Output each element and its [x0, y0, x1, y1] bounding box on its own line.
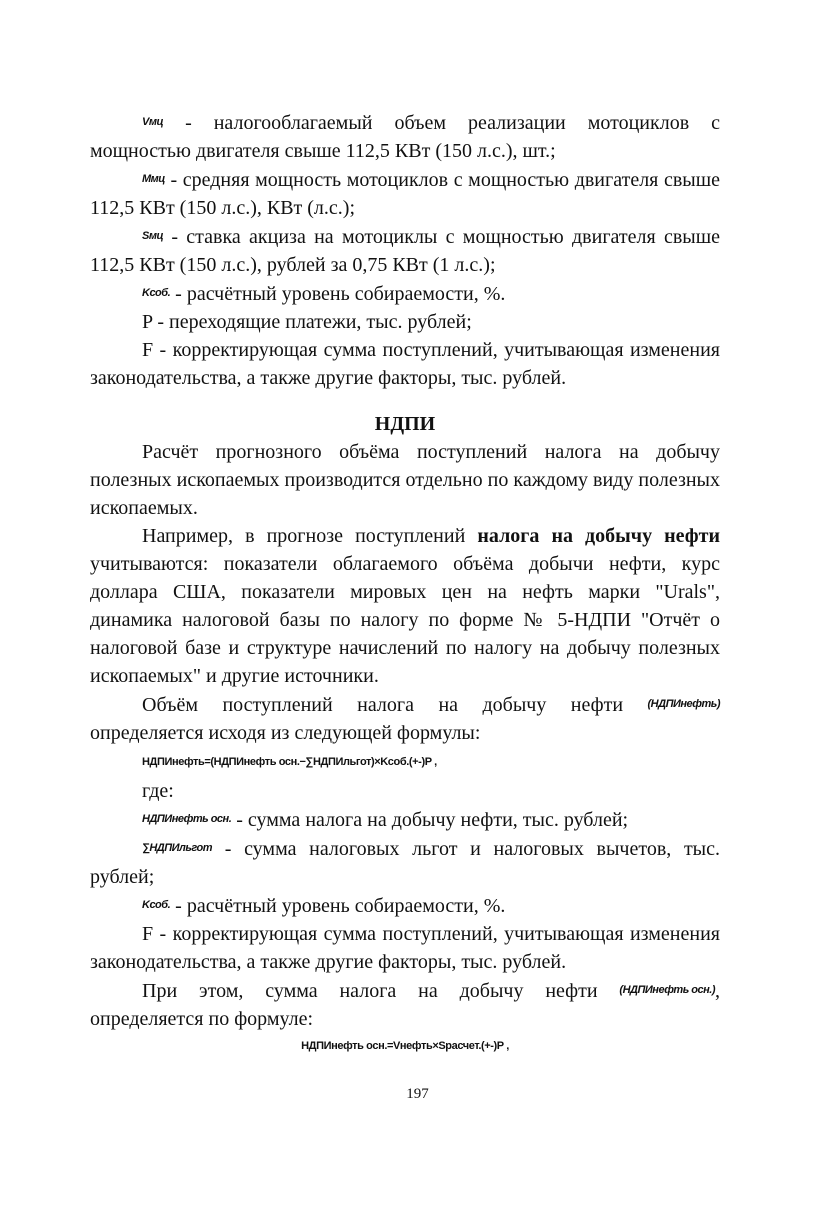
formula-tail: ,: [506, 1040, 509, 1052]
definition-vmc: [90, 108, 720, 165]
definition-ndpi-benefits: [90, 834, 720, 891]
symbol-mmc: Mмц: [142, 173, 165, 185]
definition-p: P - переходящие платежи, тыс. рублей;: [142, 311, 472, 333]
formula-expression: НДПИнефть=(НДПИнефть осн.−∑НДПИльгот)×Kсоб.(+-)P: [142, 756, 432, 768]
paragraph-intro: Расчёт прогнозного объёма поступлений налога на добычу полезных ископаемых производится отдельно по каждому виду полезных ископаемых.: [90, 441, 720, 519]
definition-ndpi-base: [90, 805, 720, 834]
symbol-ndpi-base: НДПИнефть осн.: [142, 813, 232, 825]
definition-text: - сумма налога на добычу нефти, тыс. рублей;: [231, 809, 629, 831]
text-span: определяется исходя из следующей формулы:: [90, 722, 481, 744]
symbol-ndpi-base-inline: (НДПИнефть осн.): [619, 984, 715, 996]
symbol-ndpi-oil: (НДПИнефть): [647, 698, 720, 710]
paragraph-base-formula-intro: [90, 976, 720, 1033]
text-span: Например, в прогнозе поступлений: [142, 525, 478, 547]
definition-mmc: [90, 165, 720, 222]
definition-ksob: [90, 279, 720, 308]
definition-text: - средняя мощность мотоциклов с мощностью двигателя свыше 112,5 КВт (150 л.с.), КВт (л.с.);: [90, 169, 720, 219]
symbol-ndpi-benefits: ∑НДПИльгот: [142, 842, 213, 854]
text-span: При этом, сумма налога на добычу нефти: [142, 980, 620, 1002]
definition-f: F - корректирующая сумма поступлений, учитывающая изменения законодательства, а также другие факторы, тыс. рублей.: [90, 339, 720, 389]
formula-ndpi-base: [90, 1033, 720, 1059]
bold-term: налога на добычу нефти: [477, 525, 720, 547]
definition-ksob-2: [90, 891, 720, 920]
definition-text: - сумма налоговых льгот и налоговых вычетов, тыс. рублей;: [90, 838, 720, 888]
definition-smc: [90, 222, 720, 279]
page-number: 197: [406, 1086, 429, 1102]
definition-text: - налогооблагаемый объем реализации мотоциклов с мощностью двигателя свыше 112,5 КВт (150 л.с.), шт.;: [90, 112, 720, 162]
formula-tail: ,: [434, 756, 437, 768]
text-span: , определяется по формуле:: [90, 980, 720, 1030]
formula-ndpi-oil: [142, 747, 720, 777]
symbol-ksob: Kсоб.: [142, 899, 171, 911]
definition-text: - ставка акциза на мотоциклы с мощностью двигателя свыше 112,5 КВт (150 л.с.), рублей за 0,75 КВт (1 л.с.);: [90, 226, 720, 276]
definition-f-2: F - корректирующая сумма поступлений, учитывающая изменения законодательства, а также другие факторы, тыс. рублей.: [90, 923, 720, 973]
paragraph-formula-intro: [90, 690, 720, 747]
formula-expression: НДПИнефть осн.=Vнефть×Sрасчет.(+-)P: [301, 1040, 504, 1052]
text-span: Объём поступлений налога на добычу нефти: [142, 694, 648, 716]
section-heading: НДПИ: [374, 413, 436, 435]
page-content: [90, 108, 720, 1059]
symbol-vmc: Vмц: [142, 116, 164, 128]
where-label: где:: [142, 780, 174, 802]
text-span: учитываются: показатели облагаемого объёма добычи нефти, курс доллара США, показатели мировых цен на нефть марки "Urals", динамика налоговой базы по налогу по форме № 5-НДПИ "Отчёт о налоговой базе и структуре начислений по налогу на добычу полезных ископаемых" и другие источники.: [90, 553, 720, 687]
symbol-smc: Sмц: [142, 230, 164, 242]
definition-text: - расчётный уровень собираемости, %.: [170, 283, 506, 305]
symbol-ksob: Kсоб.: [142, 287, 171, 299]
definition-text: - расчётный уровень собираемости, %.: [170, 895, 506, 917]
paragraph-example: [90, 522, 720, 690]
